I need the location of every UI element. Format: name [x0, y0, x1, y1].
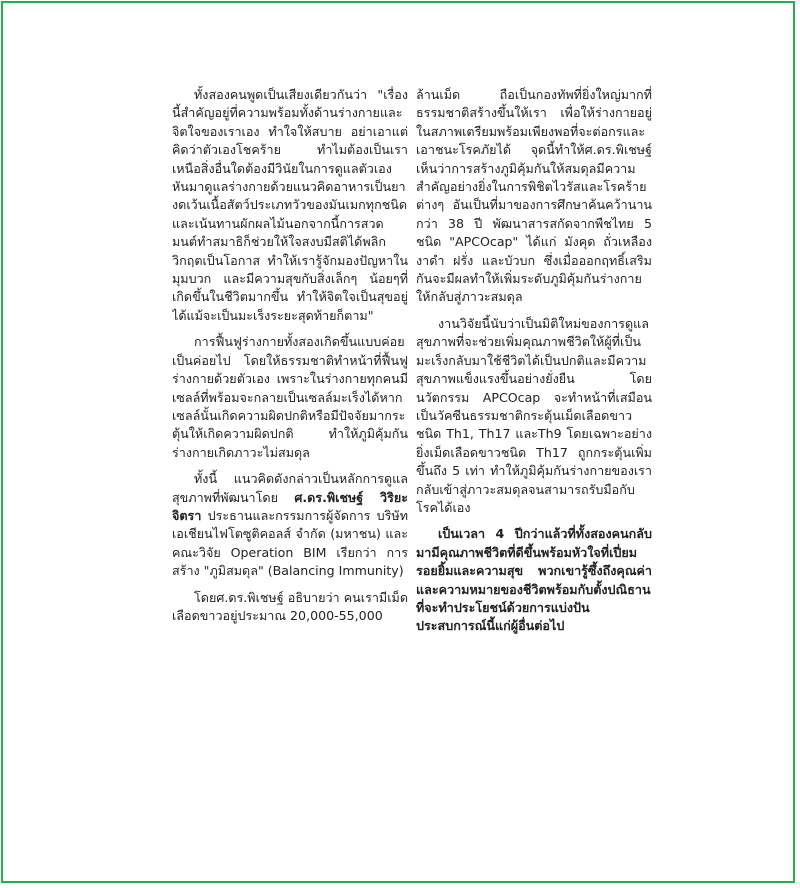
paragraph-text: ประธานและกรรมการผู้จัดการ บริษัท เอเชียนไฟโตซูติคอลส์ จำกัด (มหาชน) และคณะวิจัย Operation BIM เรียกว่า การสร้าง "ภูมิสมดุล" (Balancing Immunity): [172, 507, 408, 579]
paragraph: การฟื้นฟูร่างกายทั้งสองเกิดขึ้นแบบค่อยเป็นค่อยไป โดยให้ธรรมชาติทำหน้าที่ฟื้นฟูร่างกายด้วยตัวเอง เพราะในร่างกายทุกคนมีเซลล์ที่พร้อมจะกลายเป็นเซลล์มะเร็งได้หากเซลล์นั้นเกิดความผิดปกติหรือมีปัจจัยมากระตุ้นให้เกิดความผิดปกติ ทำให้ภูมิคุ้มกันร่างกายเกิดภาวะไม่สมดุล: [172, 334, 408, 460]
paragraph-text: ทั้งนี้ แนวคิดดังกล่าวเป็นหลักการดูแลสุขภาพที่พัฒนาโดย: [172, 471, 408, 505]
right-column: [416, 86, 652, 644]
person-name: ศ.ดร.พิเชษฐ์ วิริยะจิตรา: [172, 489, 408, 523]
paragraph: ทั้งสองคนพูดเป็นเสียงเดียวกันว่า "เรื่องนี้สำคัญอยู่ที่ความพร้อมทั้งด้านร่างกายและจิตใจของเราเอง ทำใจให้สบาย อย่าเอาแต่คิดว่าตัวเองโชคร้าย ทำไมต้องเป็นเรา เหนือสิ่งอื่นใดต้องมีวินัยในการดูแลตัวเอง หันมาดูแลร่างกายด้วยแนวคิดอาหารเป็นยา งดเว้นเนื้อสัตว์ประเภทวัวของมันเมกทุกชนิดและเน้นทานผักผลไม้นอกจากนี้การสวดมนต์ทำสมาธิก็ช่วยให้ใจสงบมีสติได้พลิกวิกฤตเป็นโอกาส ทำให้เรารู้จักมองปัญหาในมุมบวก และมีความสุขกับสิ่งเล็กๆ น้อยๆที่เกิดขึ้นในชีวิตมากขึ้น ทำให้จิตใจเป็นสุขอยู่ได้แม้จะเป็นมะเร็งระยะสุดท้ายก็ตาม": [172, 87, 408, 323]
left-column: [172, 86, 408, 633]
paragraph: โดยศ.ดร.พิเชษฐ์ อธิบายว่า คนเรามีเม็ดเลือดขาวอยู่ประมาณ 20,000-55,000: [172, 589, 408, 623]
paragraph: ล้านเม็ด ถือเป็นกองทัพที่ยิ่งใหญ่มากที่ธรรมชาติสร้างขึ้นให้เรา เพื่อให้ร่างกายอยู่ในสภาพเตรียมพร้อมเพียงพอที่จะต่อกรและเอาชนะโรคภัยได้ จุดนี้ทำให้ศ.ดร.พิเชษฐ์ เห็นว่าการสร้างภูมิคุ้มกันให้สมดุลมีความสำคัญอย่างยิ่งในการพิชิตไวรัสและโรคร้ายต่างๆ อันเป็นที่มาของการศึกษาค้นคว้านานกว่า 38 ปี พัฒนาสารสกัดจากพืชไทย 5 ชนิด "APCOcap" ได้แก่ มังคุด ถั่วเหลือง งาดำ ฝรั่ง และบัวบก ซึ่งเมื่อออกฤทธิ์เสริมกันจะมีผลทำให้เพิ่มระดับภูมิคุ้มกันร่างกายให้กลับสู่ภาวะสมดุล: [416, 87, 652, 305]
paragraph: [172, 470, 408, 580]
closing-paragraph: เป็นเวลา 4 ปีกว่าแล้วที่ทั้งสองคนกลับมามีคุณภาพชีวิตที่ดีขึ้นพร้อมหัวใจที่เปี่ยมรอยยิ้มและความสุข พวกเขารู้ซึ้งถึงคุณค่าและความหมายของชีวิตพร้อมกับตั้งปณิธานที่จะทำประโยชน์ด้วยการแบ่งปันประสบการณ์นี้แก่ผู้อื่นต่อไป: [416, 526, 652, 634]
newspaper-clipping: [172, 86, 690, 690]
paragraph: งานวิจัยนี้นับว่าเป็นมิติใหม่ของการดูแลสุขภาพที่จะช่วยเพิ่มคุณภาพชีวิตให้ผู้ที่เป็นมะเร็งกลับมาใช้ชีวิตได้เป็นปกติและมีความสุขภาพแข็งแรงขึ้นอย่างยั่งยืน โดยนวัตกรรม APCOcap จะทำหน้าที่เสมือนเป็นวัคซีนธรรมชาติกระตุ้นเม็ดเลือดขาวชนิด Th1, Th17 และTh9 โดยเฉพาะอย่างยิ่งเม็ดเลือดขาวชนิด Th17 ถูกกระตุ้นเพิ่มขึ้นถึง 5 เท่า ทำให้ภูมิคุ้มกันร่างกายของเรากลับเข้าสู่ภาวะสมดุลจนสามารถรับมือกับโรคได้เอง: [416, 315, 652, 515]
